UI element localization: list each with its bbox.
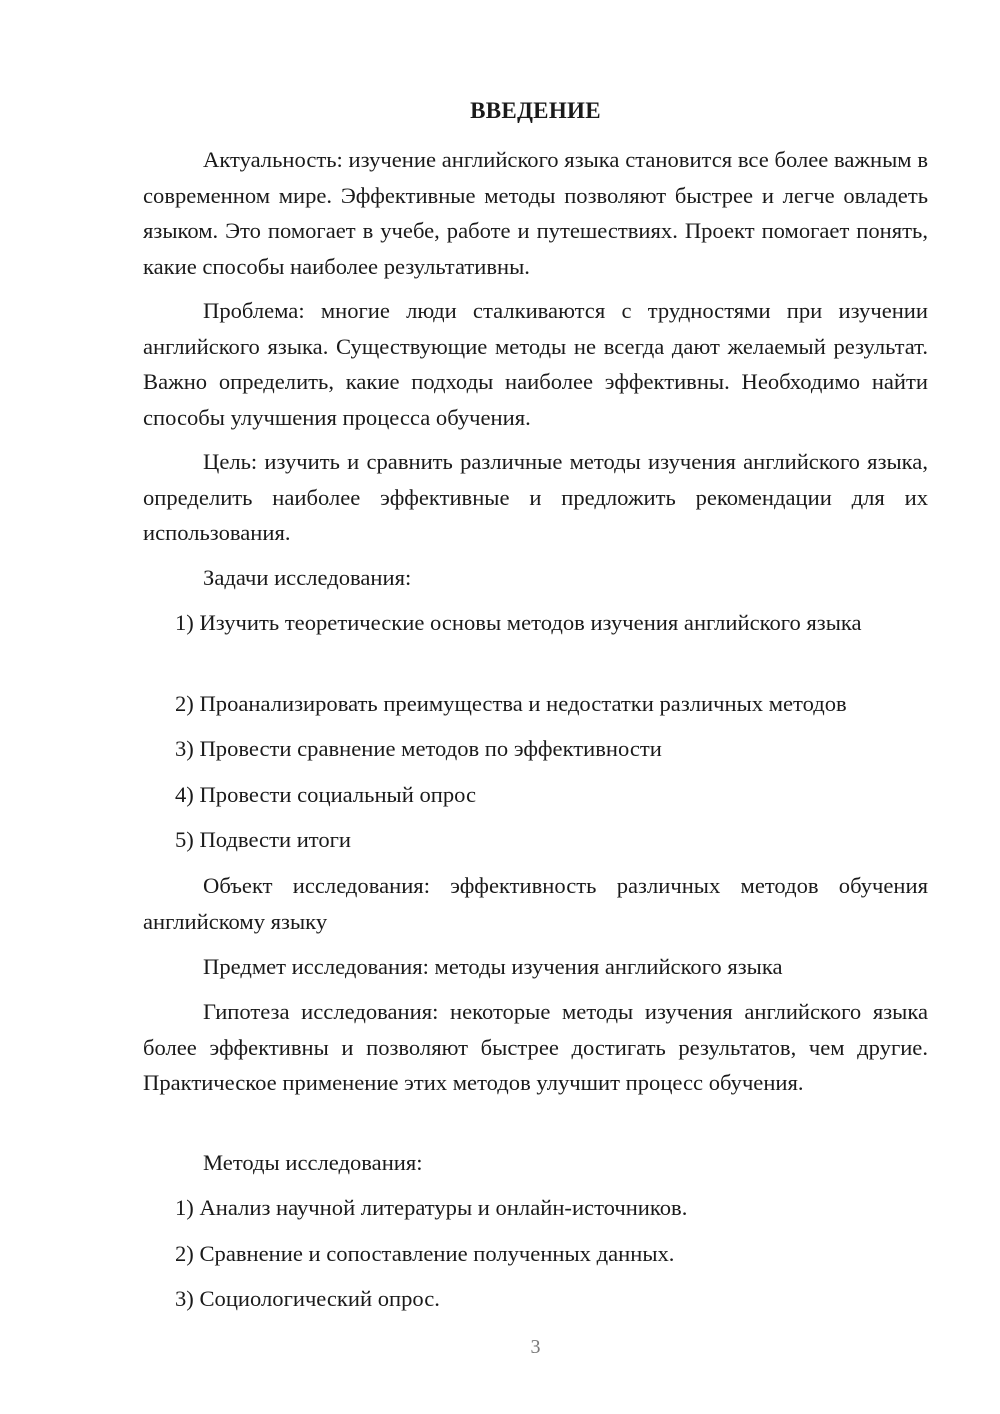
section-heading: ВВЕДЕНИЕ	[470, 98, 601, 123]
task-item-5: 5) Подвести итоги	[175, 827, 352, 852]
goal-paragraph: Цель: изучить и сравнить различные методы изучения английского языка, определить наиболее эффективные и предложить рекомендации для их использования.	[143, 449, 928, 545]
task-item-2: 2) Проанализировать преимущества и недостатки различных методов	[175, 691, 847, 716]
page-number: 3	[530, 1336, 541, 1358]
object-paragraph: Объект исследования: эффективность различных методов обучения английскому языку	[143, 873, 928, 934]
relevance-paragraph: Актуальность: изучение английского языка становится все более важным в современном мире. Эффективные методы позволяют быстрее и легче овладеть языком. Это помогает в учебе, работе и путешествиях. Проект помогает понять, какие способы наиболее результативны.	[143, 147, 928, 279]
hypothesis-paragraph: Гипотеза исследования: некоторые методы изучения английского языка более эффективны и позволяют быстрее достигать результатов, чем другие. Практическое применение этих методов улучшит процесс обучения.	[143, 999, 928, 1095]
method-item-2: 2) Сравнение и сопоставление полученных данных.	[175, 1241, 675, 1266]
methods-title: Методы исследования:	[203, 1150, 423, 1175]
tasks-title: Задачи исследования:	[203, 565, 412, 590]
task-item-3: 3) Провести сравнение методов по эффективности	[175, 736, 662, 761]
task-item-4: 4) Провести социальный опрос	[175, 782, 477, 807]
subject-paragraph: Предмет исследования: методы изучения английского языка	[203, 954, 783, 979]
task-item-1: 1) Изучить теоретические основы методов изучения английского языка	[175, 610, 862, 635]
problem-paragraph: Проблема: многие люди сталкиваются с трудностями при изучении английского языка. Существующие методы не всегда дают желаемый результат. Важно определить, какие подходы наиболее эффективны. Необходимо найти способы улучшения процесса обучения.	[143, 298, 928, 430]
method-item-1: 1) Анализ научной литературы и онлайн-источников.	[175, 1195, 688, 1220]
method-item-3: 3) Социологический опрос.	[175, 1286, 440, 1311]
